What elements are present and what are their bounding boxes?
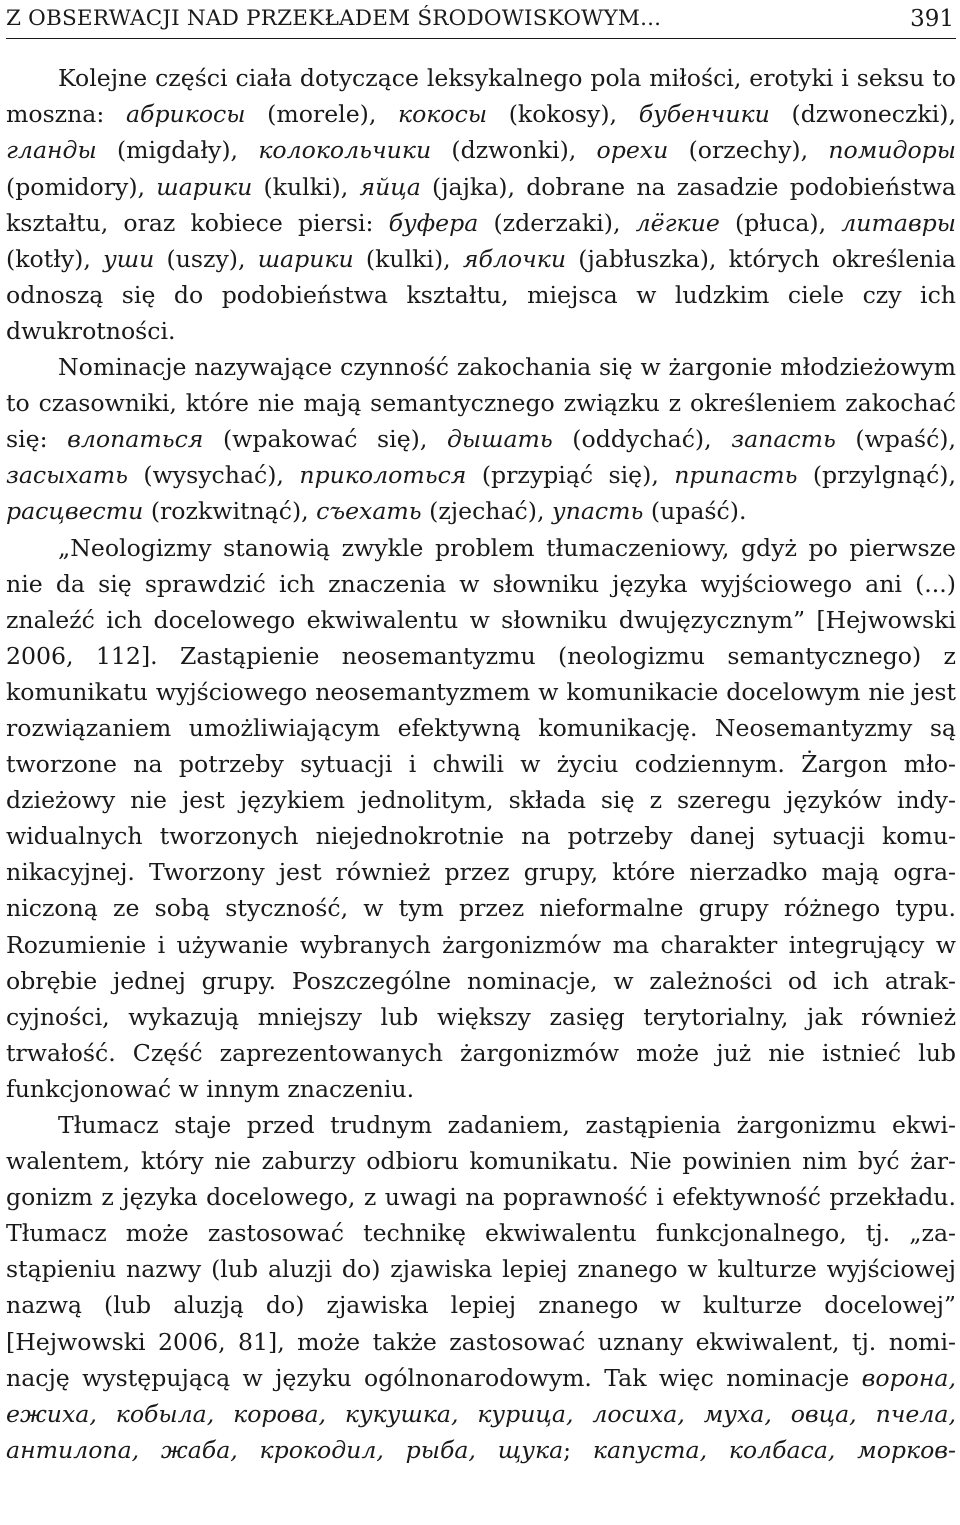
text-run: (zderzaki), — [478, 208, 636, 237]
text-run: „Neologizmy stanowią zwykle problem tłumaczeniowy, gdyż po pierwsze nie da się sprawdzić ich znaczenia w słowniku języka wyjściowego ani (...) znaleźć ich docelowego ekwiwalentu w słowniku dwujęzycznym” [Hejwowski 2006, 112]. Zastąpienie neosemantyzmu (neologizmu semantycznego) z komunikatu wyjściowego neosemantyzmem w komunikacie docelowym nie jest rozwiązaniem umożliwiającym efektywną komunikację. Neosemantyzmy są tworzone na potrzeby sytuacji i chwili w życiu codziennym. Żargon młodzieżowy nie jest językiem jednolitym, składa się z szeregu języków indywidualnych tworzonych niejednokrotnie na potrzeby danej sytuacji komunikacyjnej. Tworzony jest również przez grupy, które nierzadko mają ograniczoną ze sobą styczność, w tym przez nieformalne grupy różnego typu. Rozumienie i używanie wybranych żargonizmów ma charakter integrujący w obrębie jednej grupy. Poszczególne nominacje, w zależności od ich atrakcyjności, wykazują mniejszy lub większy zasięg terytorialny, jak również trwałość. Część zaprezentowanych żargonizmów może już nie istnieć lub funkcjonować w innym znaczeniu. — [6, 533, 956, 1103]
text-run: (płuca), — [719, 208, 842, 237]
text-run: (migdały), — [96, 136, 259, 165]
russian-term: припасть — [674, 461, 798, 490]
russian-term: капуста, колбаса, морков- — [592, 1435, 957, 1464]
text-run: (wysychać), — [127, 461, 300, 490]
text-run: (kulki), — [353, 244, 463, 273]
text-run: (uszy), — [154, 244, 258, 273]
paragraph — [6, 1107, 956, 1468]
russian-term: кокосы — [398, 100, 488, 129]
text-run: (kokosy), — [487, 100, 639, 129]
russian-term: лёгкие — [635, 208, 720, 237]
body-text — [6, 60, 956, 1468]
russian-term: абрикосы — [125, 100, 246, 129]
text-run: (zjechać), — [421, 497, 552, 526]
russian-term: шарики — [257, 244, 354, 273]
text-run: (jabłuszka), których określenia odnoszą się do podobieństwa kształtu, miejsca w ludzkim ciele czy ich dwukrotności. — [6, 244, 956, 345]
text-run: (upaść). — [643, 497, 747, 526]
russian-term: помидоры — [828, 136, 956, 165]
russian-term: засыхать — [6, 461, 128, 490]
header-rule — [6, 38, 956, 39]
running-title: Z OBSERWACJI NAD PRZEKŁADEM ŚRODOWISKOWYM... — [6, 6, 662, 31]
russian-term: съехать — [316, 497, 422, 526]
document-page — [6, 0, 956, 1468]
russian-term: яйца — [359, 172, 421, 201]
russian-term: дышать — [446, 425, 553, 454]
russian-term: шарики — [156, 172, 253, 201]
russian-term: бубенчики — [638, 100, 770, 129]
russian-term: гланды — [6, 136, 97, 165]
russian-term: ворона, ежиха, кобыла, корова, кукушка, курица, лосиха, муха, овца, пчела, антилопа, жаба, крокодил, рыба, щука — [6, 1363, 956, 1464]
text-run: (rozkwitnąć), — [143, 497, 317, 526]
text-run: (morele), — [245, 100, 399, 129]
text-run: (jajka), dobrane na zasadzie podobieństwa kształtu, oraz kobiece piersi: — [6, 172, 956, 237]
text-run: (wpaść), — [835, 425, 956, 454]
text-run: (dzwonki), — [431, 136, 597, 165]
text-run: (dzwoneczki), — [769, 100, 956, 129]
text-run: (przypiąć się), — [466, 461, 675, 490]
russian-term: упасть — [551, 497, 644, 526]
text-run: ; — [563, 1435, 593, 1464]
russian-term: орехи — [596, 136, 669, 165]
russian-term: буфера — [388, 208, 479, 237]
russian-term: литавры — [841, 208, 956, 237]
text-run: (orzechy), — [668, 136, 829, 165]
paragraph — [6, 349, 956, 529]
russian-term: расцвести — [6, 497, 144, 526]
text-run: (pomidory), — [6, 172, 157, 201]
text-run: Nominacje nazywające czynność zakochania się w żargonie młodzieżowym to czasowniki, które nie mają semantycznego związku z określeniem zakochać się: — [6, 353, 956, 454]
russian-term: влопаться — [67, 425, 204, 454]
russian-term: уши — [103, 244, 155, 273]
page-number: 391 — [910, 6, 954, 32]
text-run: Kolejne części ciała dotyczące leksykalnego pola miłości, erotyki i seksu to moszna: — [6, 64, 956, 129]
russian-term: приколоться — [299, 461, 467, 490]
paragraph — [6, 60, 956, 349]
running-header — [6, 0, 956, 38]
text-run: Tłumacz staje przed trudnym zadaniem, zastąpienia żargonizmu ekwiwalentem, który nie zaburzy odbioru komunikatu. Nie powinien nim być żargonizm z języka docelowego, z uwagi na poprawność i efektywność przekładu. Tłumacz może zastosować technikę ekwiwalentu funkcjonalnego, tj. „zastąpieniu nazwy (lub aluzji do) zjawiska lepiej znanego w kulturze wyjściowej nazwą (lub aluzją do) zjawiska lepiej znanego w kulturze docelowej” [Hejwowski 2006, 81], może także zastosować uznany ekwiwalent, tj. nominację występującą w języku ogólnonarodowym. Tak więc nominacje — [6, 1111, 956, 1392]
text-run: (oddychać), — [552, 425, 732, 454]
text-run: (kotły), — [6, 244, 104, 273]
russian-term: яблочки — [462, 244, 567, 273]
text-run: (wpakować się), — [203, 425, 447, 454]
paragraph — [6, 530, 956, 1108]
text-run: (kulki), — [252, 172, 360, 201]
russian-term: запасть — [731, 425, 836, 454]
russian-term: колокольчики — [258, 136, 432, 165]
text-run: (przylgnąć), — [797, 461, 956, 490]
